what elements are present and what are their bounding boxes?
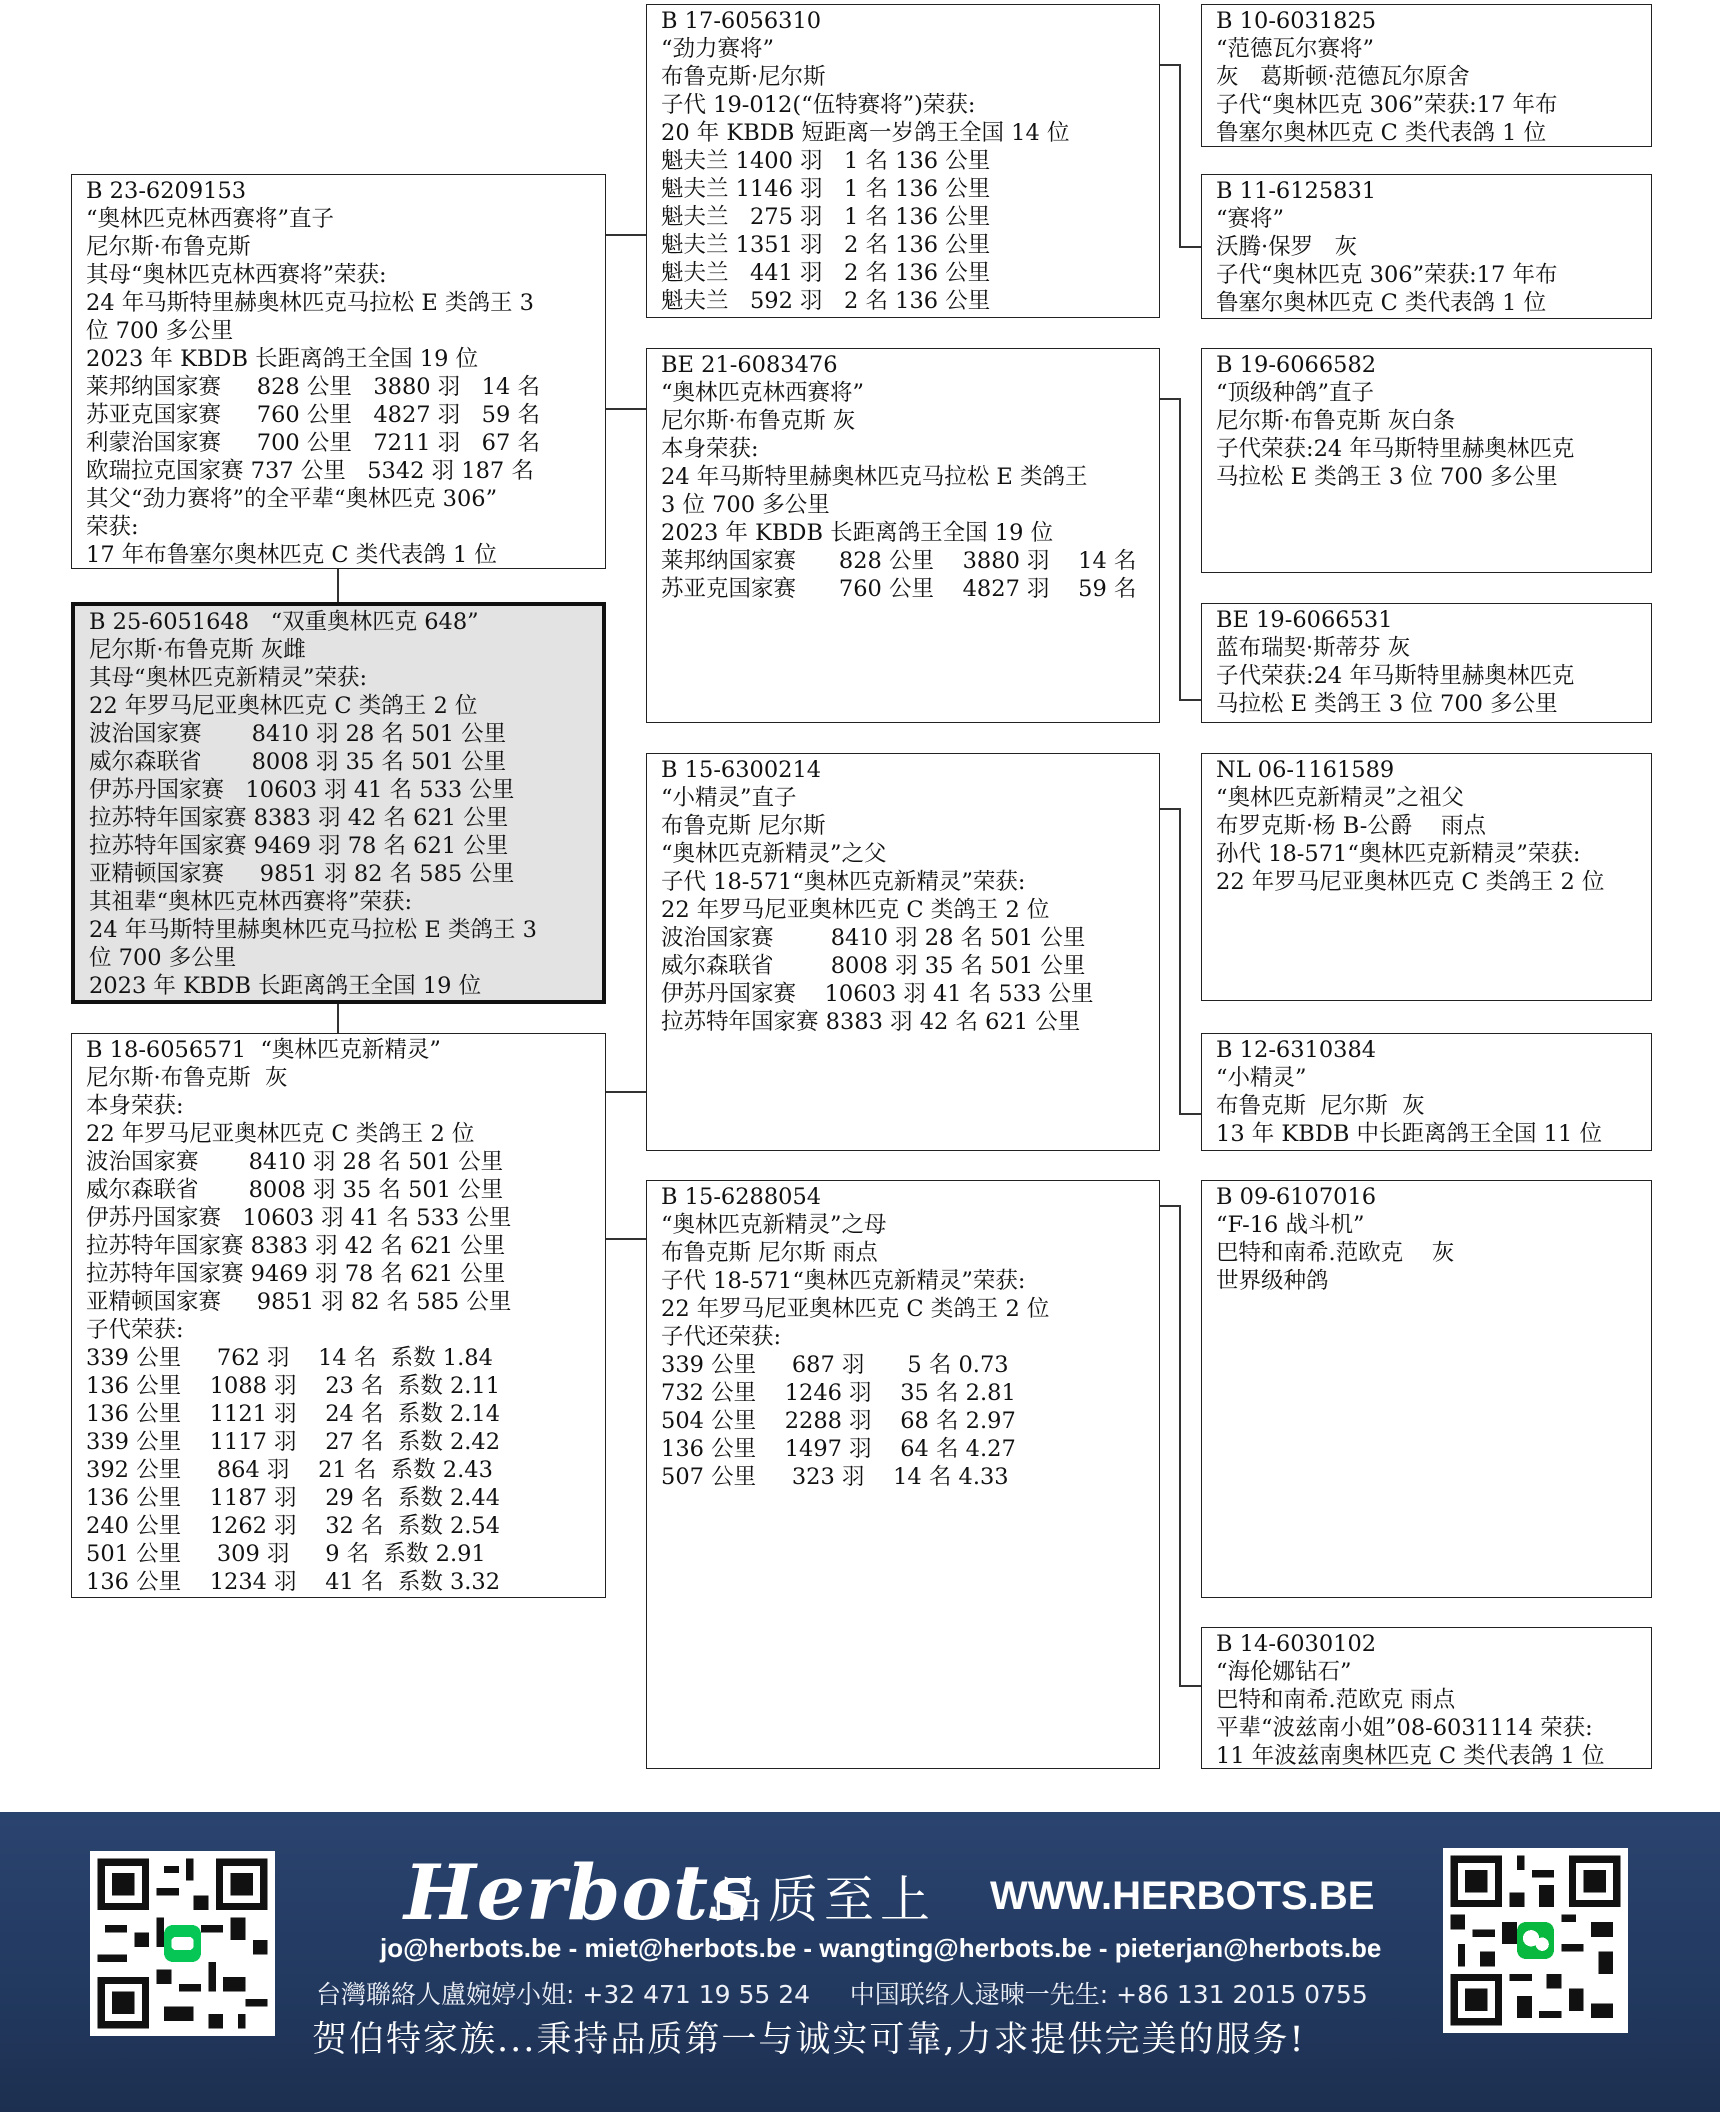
brand-slogan: 品质至上 bbox=[712, 1871, 936, 1929]
card-text-line: 伊苏丹国家赛 10603 羽 41 名 533 公里 bbox=[661, 981, 1094, 1007]
card-text-line: 马拉松 E 类鸽王 3 位 700 多公里 bbox=[1216, 464, 1558, 490]
dam-dam-sire-card bbox=[1201, 1180, 1652, 1598]
card-text-line: 孙代 18-571“奥林匹克新精灵”荣获: bbox=[1216, 841, 1581, 867]
card-text-line: “海伦娜钻石” bbox=[1216, 1659, 1352, 1685]
contact-emails[interactable]: jo@herbots.be - miet@herbots.be - wangting@herbots.be - pieterjan@herbots.be bbox=[380, 1933, 1382, 1963]
card-text-line: 威尔森联省 8008 羽 35 名 501 公里 bbox=[89, 749, 507, 775]
dam-sire-card bbox=[646, 753, 1160, 1151]
ring-number: B 19-6066582 bbox=[1216, 352, 1377, 378]
connector bbox=[1179, 1685, 1201, 1687]
card-text-line: 136 公里 1234 羽 41 名 系数 3.32 bbox=[86, 1569, 501, 1595]
card-text-line: 魁夫兰 1400 羽 1 名 136 公里 bbox=[661, 148, 991, 174]
connector bbox=[1179, 808, 1181, 1114]
connector bbox=[606, 1238, 646, 1240]
card-text-line: 波治国家赛 8410 羽 28 名 501 公里 bbox=[86, 1149, 504, 1175]
card-text-line: 339 公里 1117 羽 27 名 系数 2.42 bbox=[86, 1429, 501, 1455]
card-text-line: 尼尔斯·布鲁克斯 灰白条 bbox=[1216, 408, 1456, 434]
sire-card bbox=[71, 174, 606, 569]
ring-number: B 18-6056571 “奥林匹克新精灵” bbox=[86, 1037, 441, 1063]
card-text-line: 17 年布鲁塞尔奥林匹克 C 类代表鸽 1 位 bbox=[86, 542, 497, 568]
card-text-line: 伊苏丹国家赛 10603 羽 41 名 533 公里 bbox=[89, 777, 515, 803]
card-text-line: “劲力赛将” bbox=[661, 36, 775, 62]
family-motto: 贺伯特家族...秉持品质第一与诚实可靠,力求提供完美的服务! bbox=[312, 2020, 1306, 2060]
ring-number: NL 06-1161589 bbox=[1216, 757, 1395, 783]
card-text-line: 其母“奥林匹克林西赛将”荣获: bbox=[86, 262, 387, 288]
card-text-line: 魁夫兰 275 羽 1 名 136 公里 bbox=[661, 204, 991, 230]
card-text-line: 巴特和南希.范欧克 灰 bbox=[1216, 1240, 1455, 1266]
card-text-line: “奥林匹克新精灵”之母 bbox=[661, 1212, 887, 1238]
connector bbox=[606, 408, 646, 410]
card-text-line: 波治国家赛 8410 羽 28 名 501 公里 bbox=[89, 721, 507, 747]
card-text-line: 20 年 KBDB 短距离一岁鸽王全国 14 位 bbox=[661, 120, 1070, 146]
card-text-line: 504 公里 2288 羽 68 名 2.97 bbox=[661, 1408, 1016, 1434]
dam-dam-dam-card bbox=[1201, 1627, 1652, 1769]
card-text-line: 其母“奥林匹克新精灵”荣获: bbox=[89, 665, 368, 691]
ring-number: B 12-6310384 bbox=[1216, 1037, 1377, 1063]
sire-sire-dam-card bbox=[1201, 174, 1652, 319]
connector bbox=[1159, 398, 1180, 400]
card-text-line: 威尔森联省 8008 羽 35 名 501 公里 bbox=[661, 953, 1086, 979]
ring-number: B 25-6051648 “双重奥林匹克 648” bbox=[89, 609, 479, 635]
card-text-line: 鲁塞尔奥林匹克 C 类代表鸽 1 位 bbox=[1216, 120, 1547, 146]
card-text-line: 莱邦纳国家赛 828 公里 3880 羽 14 名 bbox=[661, 548, 1137, 574]
card-text-line: 伊苏丹国家赛 10603 羽 41 名 533 公里 bbox=[86, 1205, 512, 1231]
card-text-line: 子代还荣获: bbox=[661, 1324, 782, 1350]
card-text-line: 240 公里 1262 羽 32 名 系数 2.54 bbox=[86, 1513, 501, 1539]
sire-dam-card bbox=[646, 348, 1160, 723]
card-text-line: 尼尔斯·布鲁克斯 bbox=[86, 234, 251, 260]
card-text-line: 24 年马斯特里赫奥林匹克马拉松 E 类鸽王 3 bbox=[89, 917, 537, 943]
card-text-line: 136 公里 1187 羽 29 名 系数 2.44 bbox=[86, 1485, 501, 1511]
card-text-line: 3 位 700 多公里 bbox=[661, 492, 830, 518]
card-text-line: 尼尔斯·布鲁克斯 灰 bbox=[86, 1065, 288, 1091]
card-text-line: 欧瑞拉克国家赛 737 公里 5342 羽 187 名 bbox=[86, 458, 534, 484]
connector bbox=[606, 1091, 646, 1093]
card-text-line: 13 年 KBDB 中长距离鸽王全国 11 位 bbox=[1216, 1121, 1602, 1147]
card-text-line: 亚精顿国家赛 9851 羽 82 名 585 公里 bbox=[89, 861, 515, 887]
ring-number: B 14-6030102 bbox=[1216, 1631, 1377, 1657]
card-text-line: 其祖辈“奥林匹克林西赛将”荣获: bbox=[89, 889, 413, 915]
card-text-line: 苏亚克国家赛 760 公里 4827 羽 59 名 bbox=[661, 576, 1137, 602]
card-text-line: 子代荣获:24 年马斯特里赫奥林匹克 bbox=[1216, 663, 1575, 689]
dam-sire-dam-card bbox=[1201, 1033, 1652, 1151]
card-text-line: 339 公里 762 羽 14 名 系数 1.84 bbox=[86, 1345, 493, 1371]
card-text-line: 布鲁克斯·尼尔斯 bbox=[661, 64, 826, 90]
connector bbox=[1159, 808, 1180, 810]
card-text-line: 22 年罗马尼亚奥林匹克 C 类鸽王 2 位 bbox=[89, 693, 478, 719]
line-qr-code bbox=[90, 1851, 275, 2036]
card-text-line: 平辈“波兹南小姐”08-6031114 荣获: bbox=[1216, 1715, 1593, 1741]
card-text-line: 布鲁克斯 尼尔斯 雨点 bbox=[661, 1240, 878, 1266]
connector bbox=[337, 1003, 339, 1035]
card-text-line: 威尔森联省 8008 羽 35 名 501 公里 bbox=[86, 1177, 504, 1203]
card-text-line: 灰 葛斯顿·范德瓦尔原舍 bbox=[1216, 64, 1470, 90]
card-text-line: 马拉松 E 类鸽王 3 位 700 多公里 bbox=[1216, 691, 1558, 717]
ring-number: B 15-6288054 bbox=[661, 1184, 822, 1210]
card-text-line: 拉苏特年国家赛 9469 羽 78 名 621 公里 bbox=[86, 1261, 506, 1287]
card-text-line: 136 公里 1497 羽 64 名 4.27 bbox=[661, 1436, 1016, 1462]
card-text-line: 布鲁克斯 尼尔斯 灰 bbox=[1216, 1093, 1425, 1119]
card-text-line: “范德瓦尔赛将” bbox=[1216, 36, 1375, 62]
card-text-line: “顶级种鸽”直子 bbox=[1216, 380, 1375, 406]
card-text-line: 392 公里 864 羽 21 名 系数 2.43 bbox=[86, 1457, 493, 1483]
card-text-line: 24 年马斯特里赫奥林匹克马拉松 E 类鸽王 bbox=[661, 464, 1088, 490]
card-text-line: 波治国家赛 8410 羽 28 名 501 公里 bbox=[661, 925, 1086, 951]
card-text-line: 利蒙治国家赛 700 公里 7211 羽 67 名 bbox=[86, 430, 540, 456]
card-text-line: 其父“劲力赛将”的全平辈“奥林匹克 306” bbox=[86, 486, 498, 512]
card-text-line: “小精灵”直子 bbox=[661, 785, 797, 811]
card-text-line: 布罗克斯·杨 B-公爵 雨点 bbox=[1216, 813, 1486, 839]
card-text-line: 732 公里 1246 羽 35 名 2.81 bbox=[661, 1380, 1016, 1406]
subject-pigeon-card bbox=[71, 602, 606, 1004]
dam-dam-card bbox=[646, 1180, 1160, 1769]
card-text-line: “F-16 战斗机” bbox=[1216, 1212, 1365, 1238]
sire-sire-card bbox=[646, 4, 1160, 318]
website-link[interactable]: WWW.HERBOTS.BE bbox=[990, 1874, 1375, 1918]
card-text-line: “奥林匹克林西赛将” bbox=[661, 380, 865, 406]
card-text-line: 魁夫兰 1146 羽 1 名 136 公里 bbox=[661, 176, 991, 202]
card-text-line: 拉苏特年国家赛 8383 羽 42 名 621 公里 bbox=[86, 1233, 506, 1259]
card-text-line: “奥林匹克林西赛将”直子 bbox=[86, 206, 335, 232]
card-text-line: 布鲁克斯 尼尔斯 bbox=[661, 813, 826, 839]
card-text-line: 2023 年 KBDB 长距离鸽王全国 19 位 bbox=[661, 520, 1054, 546]
card-text-line: 拉苏特年国家赛 9469 羽 78 名 621 公里 bbox=[89, 833, 509, 859]
card-text-line: 鲁塞尔奥林匹克 C 类代表鸽 1 位 bbox=[1216, 290, 1547, 316]
card-text-line: 11 年波兹南奥林匹克 C 类代表鸽 1 位 bbox=[1216, 1743, 1605, 1769]
card-text-line: 苏亚克国家赛 760 公里 4827 羽 59 名 bbox=[86, 402, 540, 428]
card-text-line: 子代“奥林匹克 306”荣获:17 年布 bbox=[1216, 262, 1558, 288]
card-text-line: 子代荣获: bbox=[86, 1317, 184, 1343]
card-text-line: 子代“奥林匹克 306”荣获:17 年布 bbox=[1216, 92, 1558, 118]
ring-number: B 09-6107016 bbox=[1216, 1184, 1377, 1210]
connector bbox=[1159, 1205, 1180, 1207]
card-text-line: 22 年罗马尼亚奥林匹克 C 类鸽王 2 位 bbox=[1216, 869, 1605, 895]
wechat-qr-code bbox=[1443, 1848, 1628, 2033]
ring-number: B 15-6300214 bbox=[661, 757, 822, 783]
card-text-line: 魁夫兰 441 羽 2 名 136 公里 bbox=[661, 260, 991, 286]
card-text-line: 507 公里 323 羽 14 名 4.33 bbox=[661, 1464, 1009, 1490]
sire-sire-sire-card bbox=[1201, 4, 1652, 147]
card-text-line: 蓝布瑞契·斯蒂芬 灰 bbox=[1216, 635, 1411, 661]
card-text-line: 位 700 多公里 bbox=[89, 945, 237, 971]
connector bbox=[337, 568, 339, 604]
card-text-line: 拉苏特年国家赛 8383 羽 42 名 621 公里 bbox=[89, 805, 509, 831]
card-text-line: 世界级种鸽 bbox=[1216, 1268, 1329, 1294]
connector bbox=[1179, 398, 1181, 700]
dam-card bbox=[71, 1033, 606, 1598]
card-text-line: 位 700 多公里 bbox=[86, 318, 234, 344]
card-text-line: “赛将” bbox=[1216, 206, 1285, 232]
connector bbox=[1179, 246, 1201, 248]
contact-phones: 台灣聯絡人盧婉婷小姐: +32 471 19 55 24 中国联络人逯暕一先生: +86 131 2015 0755 bbox=[316, 1980, 1368, 2009]
ring-number: B 17-6056310 bbox=[661, 8, 822, 34]
card-text-line: “奥林匹克新精灵”之父 bbox=[661, 841, 887, 867]
card-text-line: 拉苏特年国家赛 8383 羽 42 名 621 公里 bbox=[661, 1009, 1081, 1035]
card-text-line: 子代 18-571“奥林匹克新精灵”荣获: bbox=[661, 1268, 1026, 1294]
card-text-line: 魁夫兰 1351 羽 2 名 136 公里 bbox=[661, 232, 991, 258]
card-text-line: 136 公里 1088 羽 23 名 系数 2.11 bbox=[86, 1373, 501, 1399]
card-text-line: 本身荣获: bbox=[661, 436, 759, 462]
card-text-line: 魁夫兰 592 羽 2 名 136 公里 bbox=[661, 288, 991, 314]
connector bbox=[1159, 64, 1180, 66]
card-text-line: 本身荣获: bbox=[86, 1093, 184, 1119]
card-text-line: 子代荣获:24 年马斯特里赫奥林匹克 bbox=[1216, 436, 1575, 462]
card-text-line: 22 年罗马尼亚奥林匹克 C 类鸽王 2 位 bbox=[86, 1121, 475, 1147]
card-text-line: 巴特和南希.范欧克 雨点 bbox=[1216, 1687, 1456, 1713]
card-text-line: 莱邦纳国家赛 828 公里 3880 羽 14 名 bbox=[86, 374, 540, 400]
card-text-line: “小精灵” bbox=[1216, 1065, 1307, 1091]
card-text-line: 尼尔斯·布鲁克斯 灰雌 bbox=[89, 637, 306, 663]
card-text-line: 荣获: bbox=[86, 514, 139, 540]
sire-dam-dam-card bbox=[1201, 603, 1652, 723]
card-text-line: 沃腾·保罗 灰 bbox=[1216, 234, 1358, 260]
connector bbox=[1179, 699, 1201, 701]
connector bbox=[606, 234, 646, 236]
herbots-logo: Herbots bbox=[404, 1848, 753, 1937]
card-text-line: 尼尔斯·布鲁克斯 灰 bbox=[661, 408, 856, 434]
card-text-line: 24 年马斯特里赫奥林匹克马拉松 E 类鸽王 3 bbox=[86, 290, 534, 316]
connector bbox=[1179, 64, 1181, 247]
card-text-line: 22 年罗马尼亚奥林匹克 C 类鸽王 2 位 bbox=[661, 897, 1050, 923]
card-text-line: 子代 18-571“奥林匹克新精灵”荣获: bbox=[661, 869, 1026, 895]
card-text-line: 136 公里 1121 羽 24 名 系数 2.14 bbox=[86, 1401, 501, 1427]
card-text-line: 2023 年 KBDB 长距离鸽王全国 19 位 bbox=[89, 973, 482, 999]
ring-number: BE 21-6083476 bbox=[661, 352, 838, 378]
ring-number: B 11-6125831 bbox=[1216, 178, 1377, 204]
ring-number: B 23-6209153 bbox=[86, 178, 247, 204]
connector bbox=[1179, 1113, 1201, 1115]
connector bbox=[1179, 1205, 1181, 1686]
card-text-line: 22 年罗马尼亚奥林匹克 C 类鸽王 2 位 bbox=[661, 1296, 1050, 1322]
card-text-line: 子代 19-012(“伍特赛将”)荣获: bbox=[661, 92, 976, 118]
ring-number: B 10-6031825 bbox=[1216, 8, 1377, 34]
sire-dam-sire-card bbox=[1201, 348, 1652, 573]
card-text-line: 2023 年 KBDB 长距离鸽王全国 19 位 bbox=[86, 346, 479, 372]
dam-sire-sire-card bbox=[1201, 753, 1652, 1001]
card-text-line: 亚精顿国家赛 9851 羽 82 名 585 公里 bbox=[86, 1289, 512, 1315]
card-text-line: “奥林匹克新精灵”之祖父 bbox=[1216, 785, 1465, 811]
ring-number: BE 19-6066531 bbox=[1216, 607, 1393, 633]
card-text-line: 501 公里 309 羽 9 名 系数 2.91 bbox=[86, 1541, 486, 1567]
card-text-line: 339 公里 687 羽 5 名 0.73 bbox=[661, 1352, 1009, 1378]
